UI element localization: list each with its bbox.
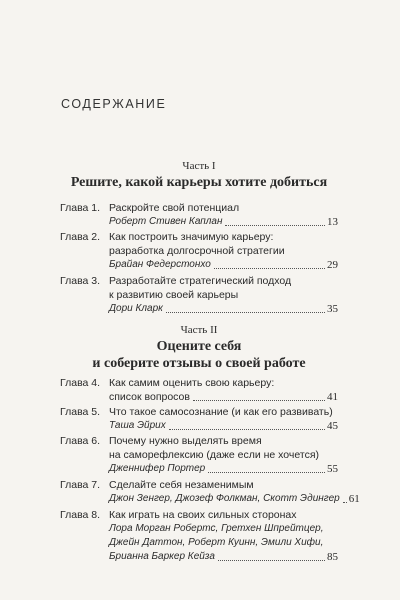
- chapter-title: Раскройте свой потенциал: [109, 202, 240, 214]
- page-number: 13: [327, 216, 338, 228]
- chapter-label: Глава 1.: [60, 202, 101, 214]
- chapter-author-line: [109, 215, 338, 229]
- leader-dots: [208, 472, 325, 473]
- chapter-label: Глава 7.: [60, 479, 101, 491]
- chapter-title: список вопросов: [109, 391, 190, 403]
- page-number: 29: [327, 259, 338, 271]
- chapter-title: Как играть на своих сильных сторонах: [109, 509, 297, 521]
- chapter-author-line: [109, 550, 338, 564]
- toc-heading: СОДЕРЖАНИЕ: [61, 97, 167, 111]
- chapter-author-line: [109, 536, 338, 550]
- part-1-header: [60, 160, 338, 191]
- page-number: 55: [327, 463, 338, 475]
- chapter-author-line: [109, 492, 360, 506]
- chapter-author: Джон Зенгер, Джозеф Фолкман, Скотт Эдингер: [109, 493, 340, 504]
- chapter-author: Дженнифер Портер: [109, 463, 206, 474]
- leader-dots: [218, 560, 325, 561]
- chapter-label: Глава 3.: [60, 275, 101, 287]
- leader-dots: [214, 268, 325, 269]
- page-number: 41: [327, 391, 338, 403]
- chapter-author-line: [109, 522, 338, 536]
- part-label: Часть I: [182, 160, 216, 172]
- chapter-label: Глава 4.: [60, 377, 101, 389]
- chapter-label: Глава 8.: [60, 509, 101, 521]
- page-number: 35: [327, 303, 338, 315]
- chapter-author-line: [109, 258, 338, 272]
- chapter-author: Брианна Баркер Кейза: [109, 551, 215, 562]
- chapter-author: Дори Кларк: [109, 303, 163, 314]
- chapter-title: Почему нужно выделять время: [109, 435, 262, 447]
- chapter-label: Глава 6.: [60, 435, 101, 447]
- leader-dots: [193, 400, 325, 401]
- chapter-label: Глава 2.: [60, 231, 101, 243]
- part-2-header: [60, 324, 338, 372]
- part-label: Часть II: [180, 324, 218, 336]
- chapter-label: Глава 5.: [60, 406, 101, 418]
- leader-dots: [169, 429, 325, 430]
- chapter-title: к развитию своей карьеры: [109, 289, 239, 301]
- page-number: 61: [348, 493, 360, 505]
- chapter-author: Брайан Федерстонхо: [109, 259, 211, 270]
- chapter-title: разработка долгосрочной стратегии: [109, 245, 285, 257]
- chapter-author: Джейн Даттон, Роберт Куинн, Эмили Хифи,: [109, 537, 324, 548]
- part-title: Решите, какой карьеры хотите добиться: [70, 175, 328, 190]
- chapter-title: Разработайте стратегический подход: [109, 275, 292, 287]
- chapter-author-line: [109, 462, 338, 476]
- chapter-author: Роберт Стивен Каплан: [109, 216, 223, 227]
- chapter-title-last-line: [109, 390, 338, 404]
- chapter-author-line: [109, 302, 338, 316]
- page-number: 45: [327, 420, 338, 432]
- chapter-title: Как построить значимую карьеру:: [109, 231, 274, 243]
- part-title: Оцените себя: [156, 339, 242, 354]
- leader-dots: [166, 312, 325, 313]
- chapter-author: Таша Эйрих: [109, 420, 166, 431]
- chapter-title: Сделайте себя незаменимым: [109, 479, 254, 491]
- page-number: 85: [327, 551, 338, 563]
- chapter-title: на саморефлексию (даже если не хочется): [109, 449, 319, 461]
- chapter-author-line: [109, 419, 338, 433]
- chapter-title: Как самим оценить свою карьеру:: [109, 377, 275, 389]
- chapter-author: Лора Морган Робертс, Гретхен Шпрейтцер,: [109, 523, 324, 534]
- leader-dots: [225, 225, 325, 226]
- leader-dots: [343, 502, 347, 503]
- chapter-title: Что такое самосознание (и как его развивать): [109, 406, 333, 418]
- part-title: и соберите отзывы о своей работе: [92, 356, 306, 371]
